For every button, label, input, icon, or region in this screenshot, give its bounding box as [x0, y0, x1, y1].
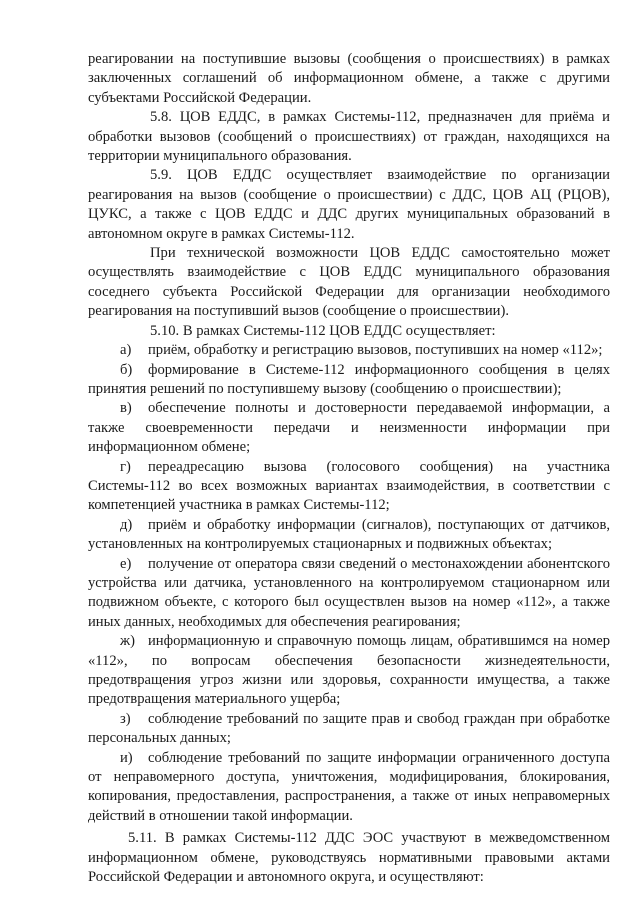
- list-item-g: [88, 458, 610, 516]
- list-item-text: соблюдение требований по защите информации ограниченного доступа от неправомерного доступа, уничтожения, модифицирования, блокирования, копирования, предоставления, распространения, а также от иных неправомерных действий в отношении такой информации.: [88, 749, 610, 824]
- paragraph-continuation: реагировании на поступившие вызовы (сообщения о происшествиях) в рамках заключенных соглашений об информационном обмене, а также с другими субъектами Российской Федерации.: [88, 51, 610, 106]
- list-marker: д): [120, 516, 133, 533]
- paragraph-5-10: 5.10. В рамках Системы-112 ЦОВ ЕДДС осуществляет:: [150, 322, 496, 339]
- list-item-zh: [88, 632, 610, 710]
- list-marker: а): [120, 342, 132, 359]
- list-item-text: соблюдение требований по защите прав и свобод граждан при обработке персональных данных;: [88, 710, 610, 747]
- document-page: [88, 50, 610, 887]
- list-marker: б): [120, 361, 133, 378]
- list-item-a: [88, 341, 610, 360]
- list-marker: з): [120, 710, 131, 727]
- list-item-text: приём, обработку и регистрацию вызовов, поступивших на номер «112»;: [148, 342, 603, 359]
- list-marker: ж): [120, 633, 135, 650]
- list-item-text: обеспечение полноты и достоверности передаваемой информации, а также своевременности передачи и неизменности информации при информационном обмене;: [88, 400, 610, 456]
- list-item-v: [88, 399, 610, 457]
- list-marker: г): [120, 458, 131, 475]
- list-item-text: приём и обработку информации (сигналов), поступающих от датчиков, установленных на контролируемых стационарных и подвижных объектах;: [88, 516, 610, 553]
- list-item-i: [88, 749, 610, 827]
- list-item-z: [88, 710, 610, 749]
- paragraph-5-9-technical: При технической возможности ЦОВ ЕДДС самостоятельно может осуществлять взаимодействие с ЦОВ ЕДДС муниципального образования соседнего субъекта Российской Федерации для организации необходимого реагирования на поступивший вызов (сообщение о происшествии).: [88, 245, 610, 320]
- paragraph-5-11: 5.11. В рамках Системы-112 ДДС ЭОС участвуют в межведомственном информационном обмене, руководствуясь нормативными правовыми актами Российской Федерации и автономного округа, и осуществляют:: [88, 830, 610, 886]
- list-item-b: [88, 361, 610, 400]
- paragraph-5-8: 5.8. ЦОВ ЕДДС, в рамках Системы-112, предназначен для приёма и обработки вызовов (сообщений о происшествиях) от граждан, находящихся на территории муниципального образования.: [88, 109, 610, 165]
- list-marker: в): [120, 400, 132, 417]
- list-item-text: получение от оператора связи сведений о местонахождении абонентского устройства или датчика, установленного на контролируемом стационарном или подвижном объекте, с которого был осуществлен вызов на номер «112», а также иных данных, необходимых для обеспечения реагирования;: [88, 555, 610, 630]
- list-item-text: информационную и справочную помощь лицам, обратившимся на номер «112», по вопросам обеспечения безопасности жизнедеятельности, предотвращения угроз жизни или здоровья, сохранности имущества, а также предотвращения материального ущерба;: [88, 633, 610, 708]
- list-marker: и): [120, 749, 133, 766]
- list-item-d: [88, 516, 610, 555]
- list-item-text: переадресацию вызова (голосового сообщения) на участника Системы-112 во всех возможных вариантах взаимодействия, в соответствии с компетенцией участника в рамках Системы-112;: [88, 458, 610, 514]
- paragraph-5-9: 5.9. ЦОВ ЕДДС осуществляет взаимодействие по организации реагирования на вызов (сообщение о происшествии) с ДДС, ЦОВ АЦ (РЦОВ), ЦУКС, а также с ЦОВ ЕДДС и ДДС других муниципальных образований в автономном округе в рамках Системы-112.: [88, 167, 610, 242]
- list-item-text: формирование в Системе-112 информационного сообщения в целях принятия решений по поступившему вызову (сообщению о происшествии);: [88, 361, 610, 397]
- list-item-e: [88, 555, 610, 633]
- list-marker: е): [120, 555, 132, 572]
